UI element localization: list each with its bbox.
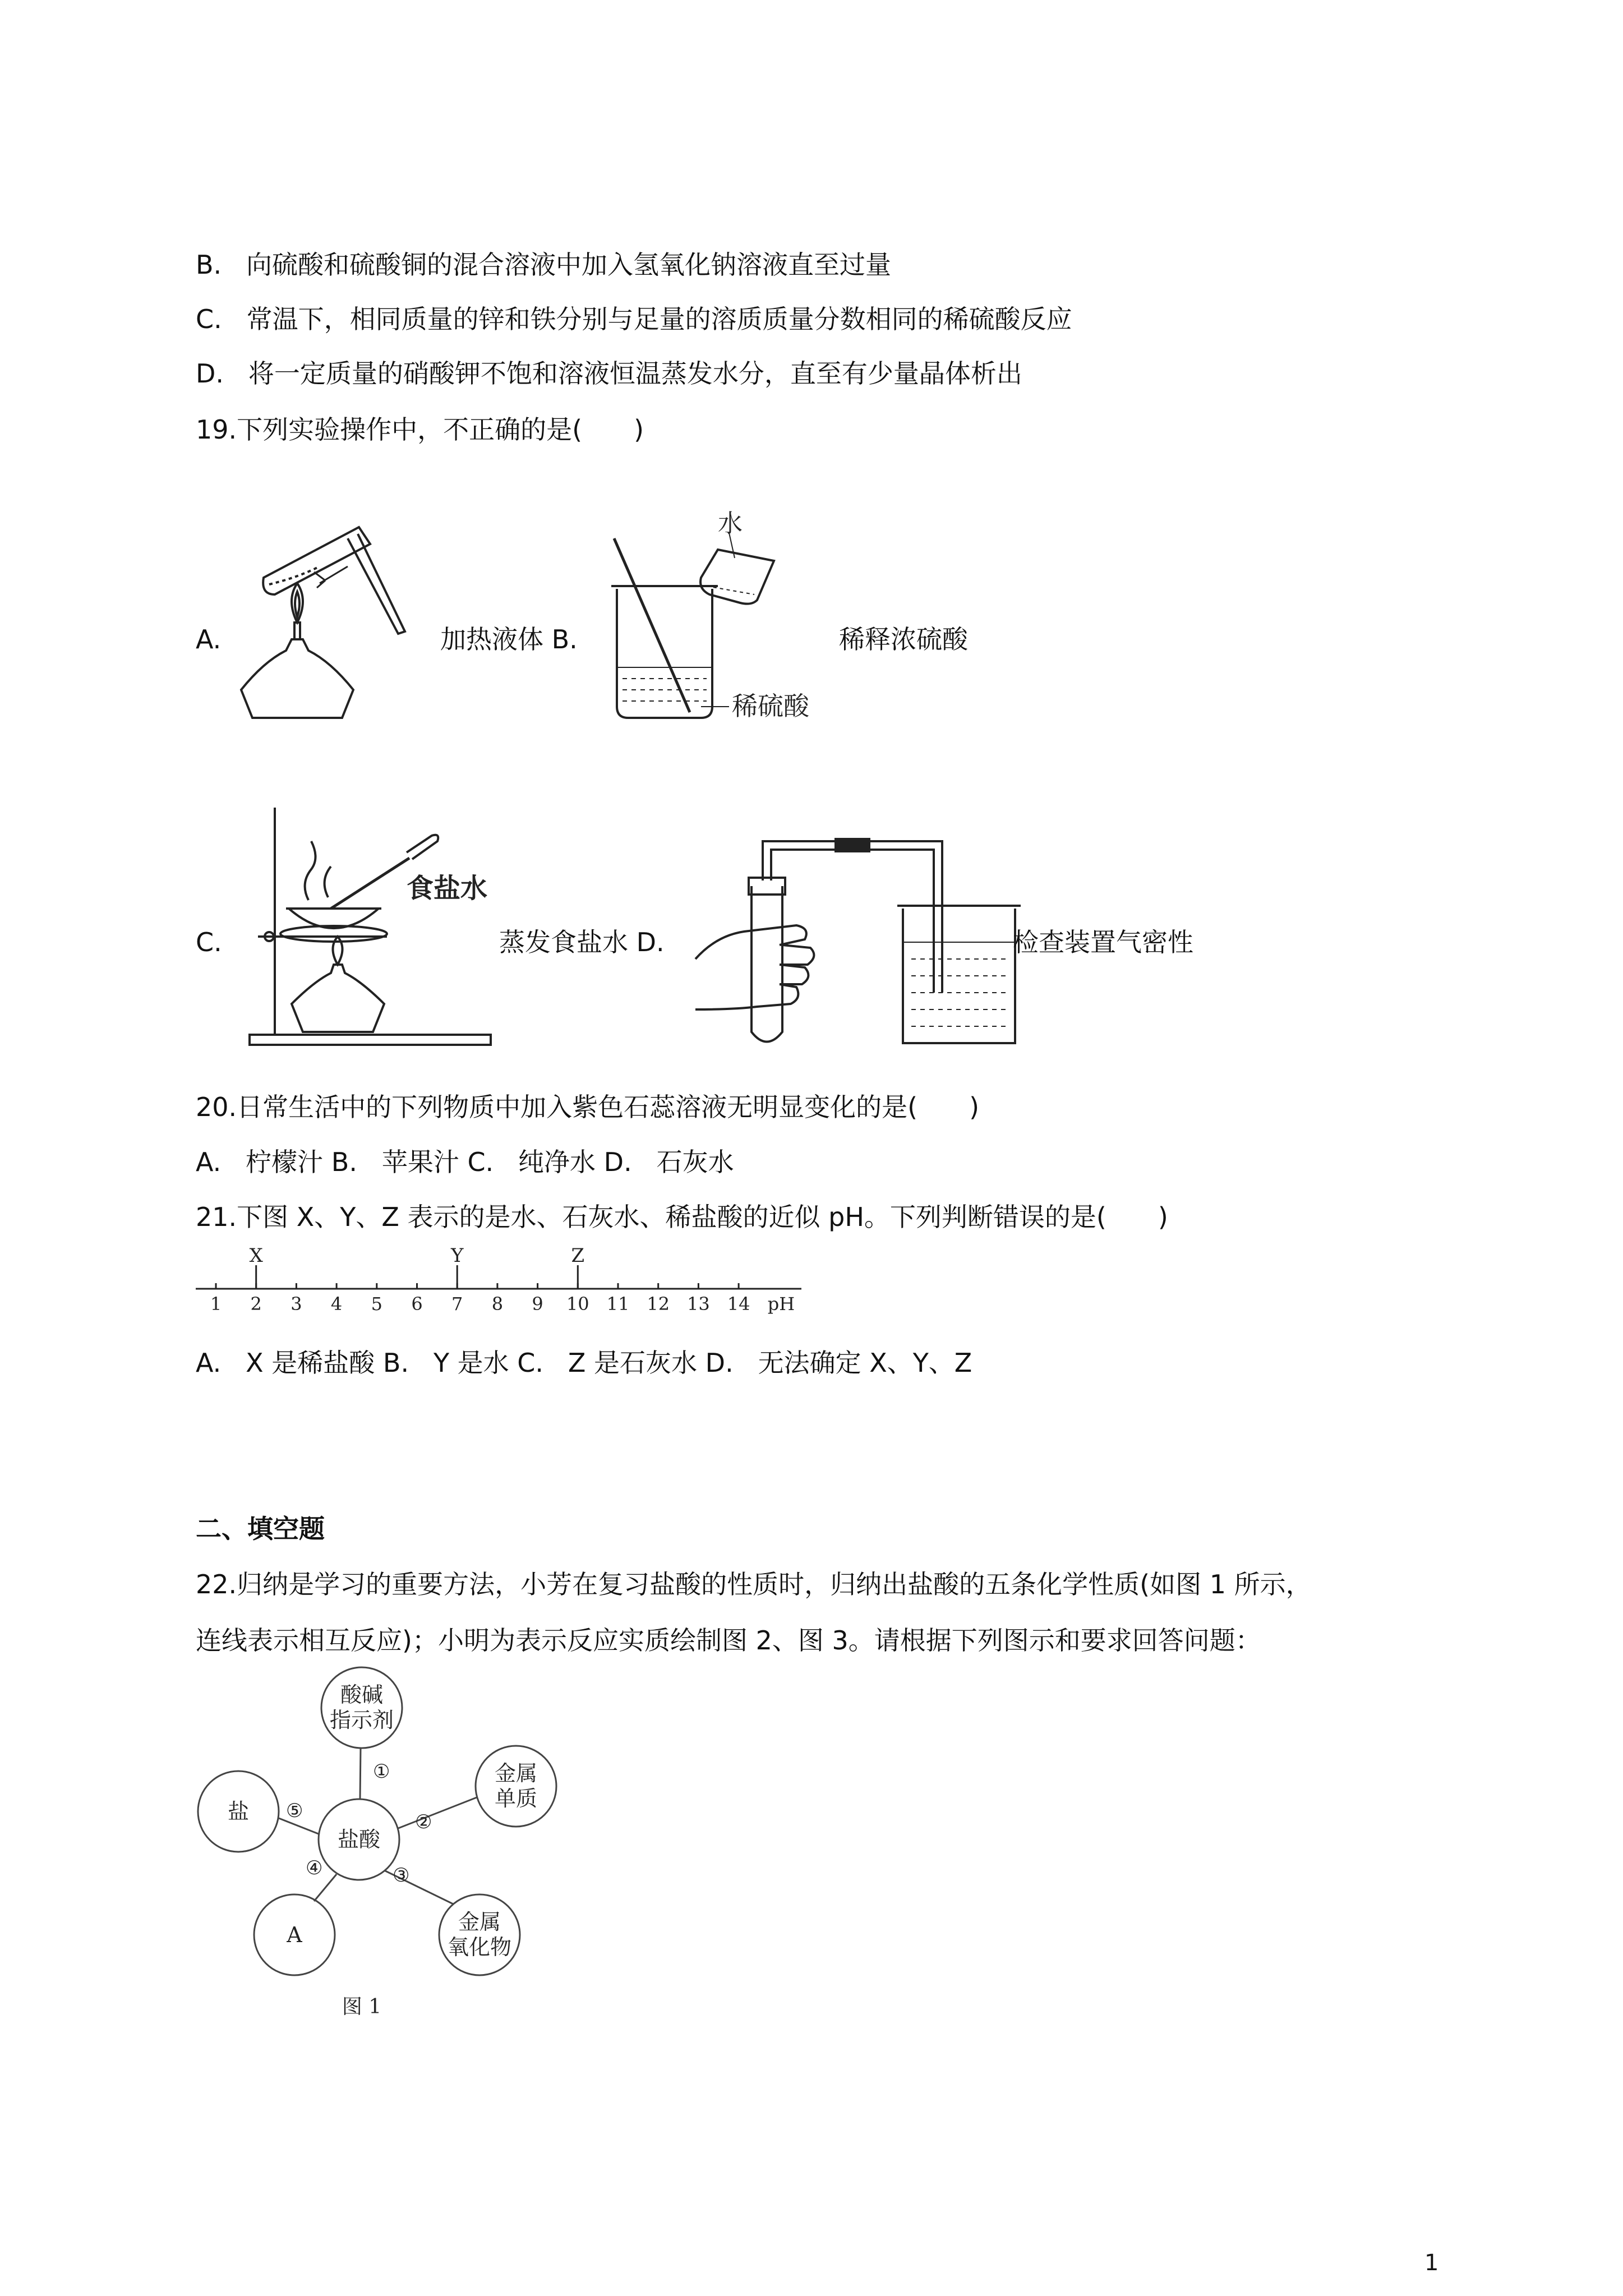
q19-stem: 19.下列实验操作中，不正确的是( ) [196, 414, 644, 445]
q18-option-b: B. 向硫酸和硫酸铜的混合溶液中加入氢氧化钠溶液直至过量 [196, 250, 892, 280]
ph-tick-label: 5 [371, 1293, 382, 1315]
dilute-acid-figure [606, 509, 830, 729]
q21-stem: 21.下图 X、Y、Z 表示的是水、石灰水、稀盐酸的近似 pH。下列判断错误的是( ) [196, 1202, 1168, 1232]
figure-1-diagram [191, 1671, 550, 2019]
ph-tick-label: 10 [566, 1293, 589, 1315]
evaporate-brine-figure [247, 808, 505, 1049]
q19-option-c-caption: 蒸发食盐水 D. [499, 927, 665, 957]
heating-liquid-figure [230, 522, 415, 735]
ph-tick-label: 14 [727, 1293, 750, 1315]
ph-tick-label: 12 [647, 1293, 670, 1315]
q18-option-c: C. 常温下，相同质量的锌和铁分别与足量的溶质质量分数相同的稀硫酸反应 [196, 304, 1072, 334]
ph-tick-label: 6 [411, 1293, 423, 1315]
reaction-1-label: ① [373, 1760, 390, 1783]
ph-marker-label-y: Y [450, 1244, 464, 1267]
q19-option-a-letter: A. [196, 624, 222, 654]
dilute-sulfuric-acid-label: 稀硫酸 [732, 691, 809, 721]
a-label: A [287, 1922, 302, 1947]
page-number: 1 [1424, 2250, 1439, 2276]
hydrochloric-acid-label: 盐酸 [337, 1827, 381, 1852]
metal-line-2: 单质 [494, 1786, 538, 1811]
q19-option-a-caption: 加热液体 B. [440, 624, 578, 654]
ph-tick-label: 8 [491, 1293, 504, 1315]
ph-scale [196, 1244, 824, 1324]
ph-marker-label-x: X [249, 1244, 263, 1267]
ph-tick-label: 9 [532, 1293, 543, 1315]
oxide-line-2: 氧化物 [447, 1935, 512, 1960]
q22-stem-line-1: 22.归纳是学习的重要方法，小芳在复习盐酸的性质时，归纳出盐酸的五条化学性质(如图 1 所示， [196, 1569, 1312, 1599]
indicator-line-2: 指示剂 [329, 1708, 394, 1732]
reaction-4-label: ④ [306, 1857, 323, 1879]
water-label: 水 [718, 509, 743, 538]
ph-tick-label: 11 [606, 1293, 630, 1315]
ph-tick-label: 2 [250, 1293, 262, 1315]
brine-label: 食盐水 [407, 873, 488, 904]
q19-option-d-caption: 检查装置气密性 [1013, 927, 1193, 957]
airtightness-figure [695, 830, 1054, 1054]
ph-tick-label: 7 [451, 1293, 463, 1315]
reaction-2-label: ② [415, 1811, 432, 1833]
section-title: 二、填空题 [196, 1514, 325, 1544]
indicator-line-1: 酸碱 [340, 1682, 384, 1707]
ph-marker-label-z: Z [571, 1244, 585, 1267]
ph-axis-label: pH [767, 1293, 795, 1315]
ph-tick-label: 3 [291, 1293, 302, 1315]
ph-tick-label: 13 [687, 1293, 710, 1315]
reaction-3-label: ③ [393, 1864, 410, 1887]
ph-tick-label: 4 [330, 1293, 343, 1315]
q20-options: A. 柠檬汁 B. 苹果汁 C. 纯净水 D. 石灰水 [196, 1147, 734, 1177]
q20-stem: 20.日常生活中的下列物质中加入紫色石蕊溶液无明显变化的是( ) [196, 1092, 980, 1122]
q21-options: A. X 是稀盐酸 B. Y 是水 C. Z 是石灰水 D. 无法确定 X、Y、Z [196, 1348, 972, 1378]
q18-option-d: D. 将一定质量的硝酸钾不饱和溶液恒温蒸发水分，直至有少量晶体析出 [196, 358, 1022, 389]
oxide-line-1: 金属 [458, 1910, 501, 1934]
ph-tick-label: 1 [210, 1293, 222, 1315]
reaction-5-label: ⑤ [286, 1800, 303, 1822]
figure-1-caption: 图 1 [342, 1995, 382, 2018]
metal-line-1: 金属 [494, 1761, 538, 1786]
q22-stem-line-2: 连线表示相互反应)；小明为表示反应实质绘制图 2、图 3。请根据下列图示和要求回答问题： [196, 1625, 1261, 1656]
salt-label: 盐 [227, 1799, 250, 1824]
q19-option-c-letter: C. [196, 927, 222, 957]
q19-option-b-caption: 稀释浓硫酸 [839, 624, 968, 654]
